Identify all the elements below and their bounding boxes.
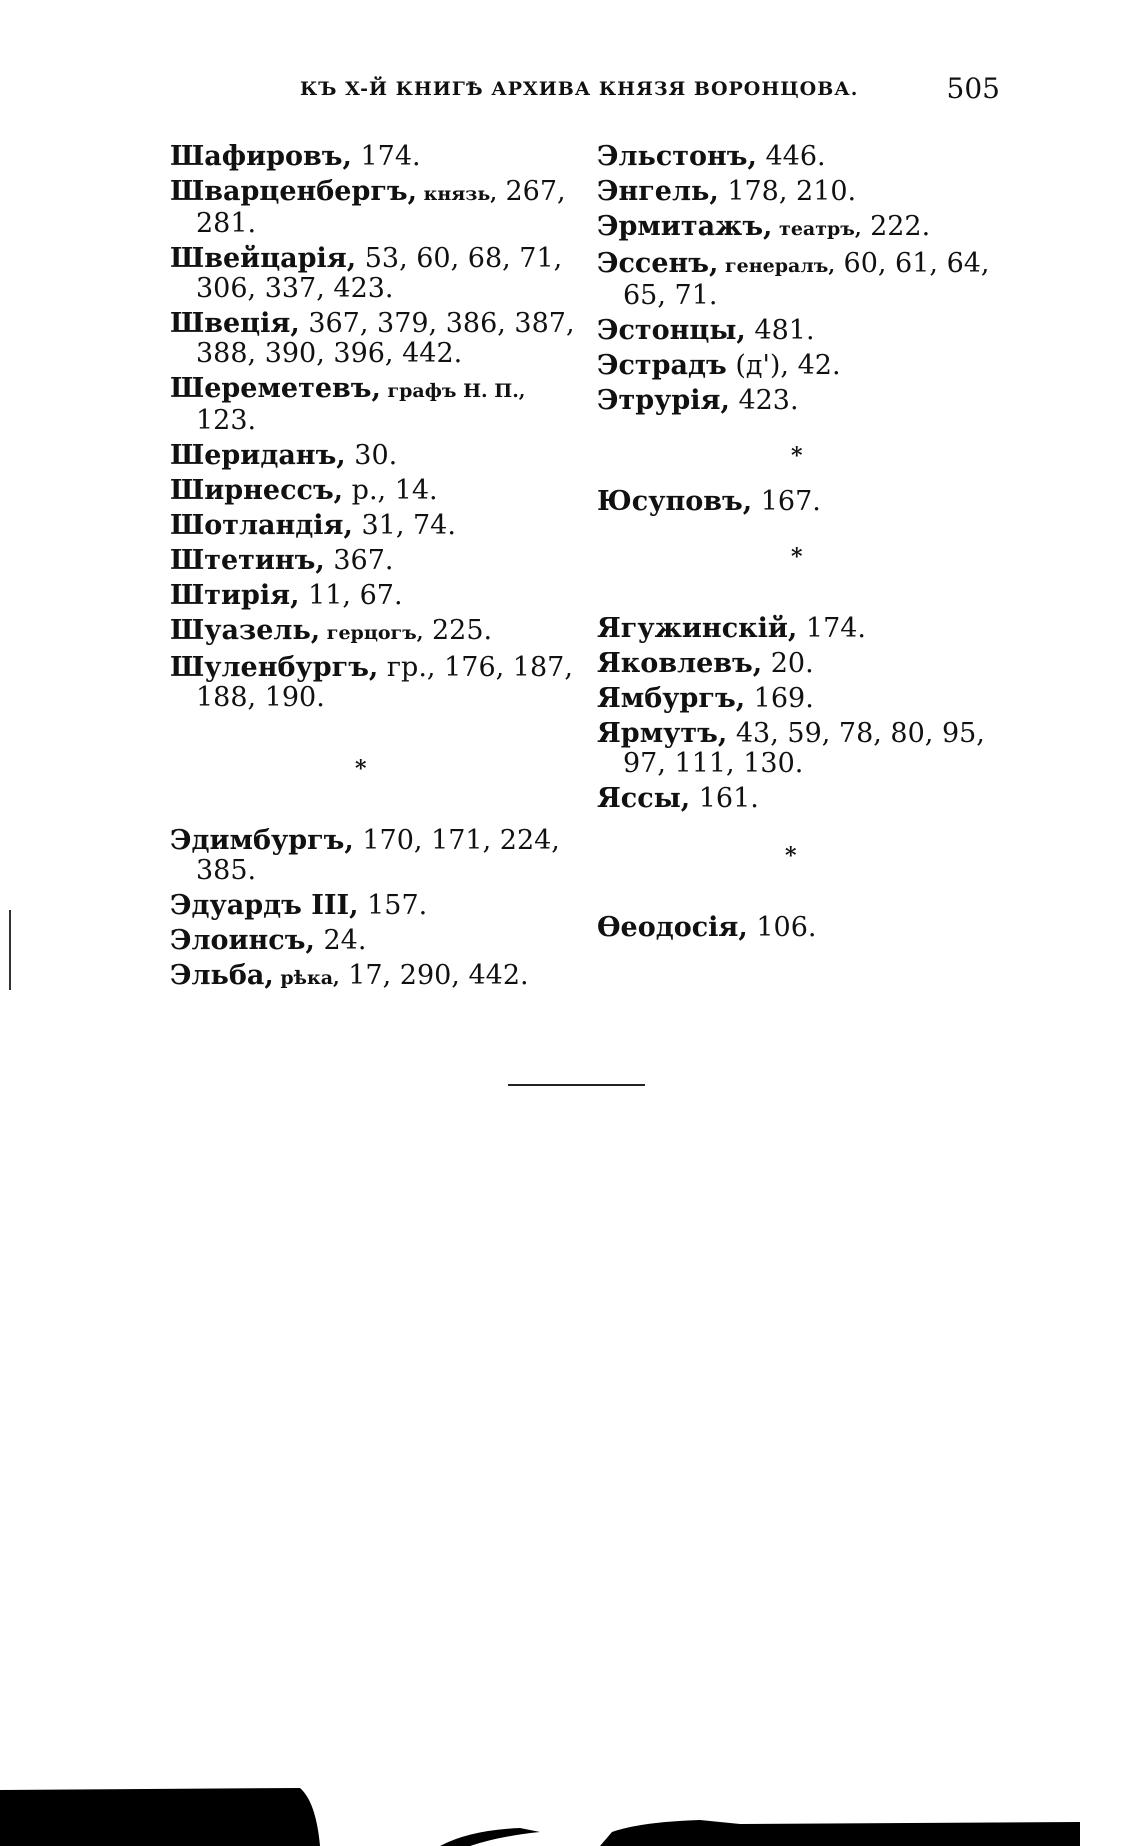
- index-term: Яссы,: [597, 783, 691, 814]
- index-page-refs: гр., 176, 187,: [378, 652, 573, 683]
- index-term: Эльба,: [170, 960, 274, 991]
- index-page-refs: р., 14.: [343, 475, 438, 506]
- index-page-refs: 225.: [423, 615, 493, 646]
- index-page-refs: 267,: [496, 176, 566, 207]
- index-term: Ѳеодосія,: [597, 912, 748, 943]
- index-term: Ягужинскій,: [597, 613, 798, 644]
- index-entry: [170, 926, 590, 956]
- index-term: Шуазель,: [170, 615, 321, 646]
- index-term: Эдимбургъ,: [170, 825, 354, 856]
- index-term: Эрмитажъ,: [597, 211, 773, 242]
- index-term: Шериданъ,: [170, 440, 346, 471]
- index-term: Юсуповъ,: [597, 486, 753, 517]
- index-entry: [170, 826, 590, 886]
- index-qualifier: герцогъ,: [320, 622, 424, 644]
- index-entry: [597, 212, 1017, 244]
- index-term: Эстрадъ: [597, 350, 727, 381]
- section-star: *: [791, 443, 803, 469]
- index-page-refs: 170, 171, 224,: [353, 825, 560, 856]
- section-star: *: [355, 756, 367, 782]
- index-entry: [597, 316, 1017, 346]
- index-entry: [597, 913, 1017, 943]
- index-entry: [597, 649, 1017, 679]
- index-qualifier: графъ Н. П.,: [380, 380, 526, 402]
- index-term: Этрурія,: [597, 385, 730, 416]
- index-page-refs: 367.: [324, 545, 394, 576]
- index-entry: [597, 784, 1017, 814]
- index-page-refs-continued: 123.: [196, 405, 257, 436]
- index-page-refs: 367, 379, 386, 387,: [299, 308, 575, 339]
- index-entry: [597, 719, 1017, 779]
- index-page-refs: 222.: [861, 211, 931, 242]
- scan-edge-shadow: [0, 1782, 1140, 1846]
- index-term: Эссенъ,: [597, 248, 719, 279]
- index-term: Элоинсъ,: [170, 925, 315, 956]
- index-qualifier: генералъ,: [718, 255, 835, 277]
- index-page-refs: 178, 210.: [718, 176, 857, 207]
- scan-margin-mark: [9, 910, 11, 990]
- section-star: *: [785, 843, 797, 869]
- index-term: Шотландія,: [170, 510, 353, 541]
- index-term: Шуленбургъ,: [170, 652, 379, 683]
- index-term: Швейцарія,: [170, 243, 357, 274]
- index-term: Эстонцы,: [597, 315, 746, 346]
- index-page-refs: 60, 61, 64,: [834, 248, 990, 279]
- index-entry: [170, 546, 590, 576]
- index-page-refs: 20.: [762, 648, 814, 679]
- index-term: Шварценбергъ,: [170, 176, 417, 207]
- index-entry: [170, 441, 590, 471]
- index-entry: [170, 244, 590, 304]
- index-page-refs: 43, 59, 78, 80, 95,: [727, 718, 985, 749]
- index-column-left: [170, 142, 590, 998]
- index-page-refs: 174.: [351, 141, 421, 172]
- index-entry: [170, 891, 590, 921]
- index-page-refs: 481.: [745, 315, 815, 346]
- index-page-refs-continued: 388, 390, 396, 442.: [196, 338, 463, 369]
- index-entry: [170, 653, 590, 713]
- index-page-refs: 53, 60, 68, 71,: [356, 243, 563, 274]
- index-term: Шафировъ,: [170, 141, 352, 172]
- end-rule: [508, 1084, 645, 1086]
- index-page-refs-continued: 65, 71.: [623, 280, 718, 311]
- index-page-refs-continued: 306, 337, 423.: [196, 273, 394, 304]
- index-term: Ширнессъ,: [170, 475, 344, 506]
- index-page-refs: 106.: [747, 912, 817, 943]
- index-page-refs: 169.: [745, 683, 814, 714]
- index-entry: [597, 386, 1017, 416]
- index-entry: [597, 684, 1017, 714]
- index-entry: [597, 177, 1017, 207]
- index-entry: [597, 142, 1017, 172]
- index-term: Штетинъ,: [170, 545, 325, 576]
- index-page-refs: 157.: [358, 890, 428, 921]
- index-entry: [597, 249, 1017, 311]
- index-term: Швеція,: [170, 308, 300, 339]
- index-qualifier: рѣка,: [273, 967, 340, 989]
- index-page-refs: 17, 290, 442.: [339, 960, 529, 991]
- index-term: Ярмутъ,: [597, 718, 728, 749]
- index-term: Эльстонъ,: [597, 141, 757, 172]
- index-term: Шереметевъ,: [170, 373, 381, 404]
- index-group-e-right: [597, 142, 1017, 416]
- index-page-refs-continued: 97, 111, 130.: [623, 748, 804, 779]
- index-column-right: [597, 142, 1017, 948]
- index-term: Ямбургъ,: [597, 683, 746, 714]
- index-entry: [170, 961, 590, 993]
- index-group-e: [170, 826, 590, 993]
- index-entry: [170, 616, 590, 648]
- index-page-refs-continued: 188, 190.: [196, 682, 325, 713]
- index-entry: [170, 309, 590, 369]
- index-entry: [170, 476, 590, 506]
- index-entry: [170, 142, 590, 172]
- index-term: Эдуардъ III,: [170, 890, 359, 921]
- index-page-refs: 174.: [797, 613, 867, 644]
- index-page-refs: 31, 74.: [352, 510, 456, 541]
- index-entry: [597, 487, 1017, 517]
- index-entry: [170, 374, 590, 436]
- index-page-refs-continued: 385.: [196, 855, 257, 886]
- index-group-ya: [597, 614, 1017, 814]
- index-group-fita: [597, 913, 1017, 943]
- index-page-refs: 24.: [314, 925, 367, 956]
- index-group-sha: [170, 142, 590, 713]
- index-entry: [170, 511, 590, 541]
- section-star: *: [791, 544, 803, 570]
- index-entry: [597, 614, 1017, 644]
- index-group-yu: [597, 487, 1017, 517]
- page-number: 505: [946, 72, 1000, 105]
- index-entry: [597, 351, 1017, 381]
- running-title: КЪ X-Й КНИГѢ АРХИВА КНЯЗЯ ВОРОНЦОВА.: [300, 78, 859, 100]
- index-page-refs: 30.: [345, 440, 398, 471]
- index-page-refs: (д'), 42.: [726, 350, 841, 381]
- index-page-refs-continued: 281.: [196, 208, 257, 239]
- index-page-refs: 167.: [752, 486, 821, 517]
- index-entry: [170, 177, 590, 239]
- index-page-refs: 446.: [756, 141, 826, 172]
- index-term: Яковлевъ,: [597, 648, 763, 679]
- index-page-refs: 11, 67.: [299, 580, 403, 611]
- index-qualifier: князь,: [416, 183, 497, 205]
- index-page-refs: 161.: [690, 783, 759, 814]
- index-entry: [170, 581, 590, 611]
- index-term: Штирія,: [170, 580, 300, 611]
- index-page-refs: 423.: [729, 385, 799, 416]
- index-qualifier: театръ,: [772, 218, 862, 240]
- index-term: Энгель,: [597, 176, 719, 207]
